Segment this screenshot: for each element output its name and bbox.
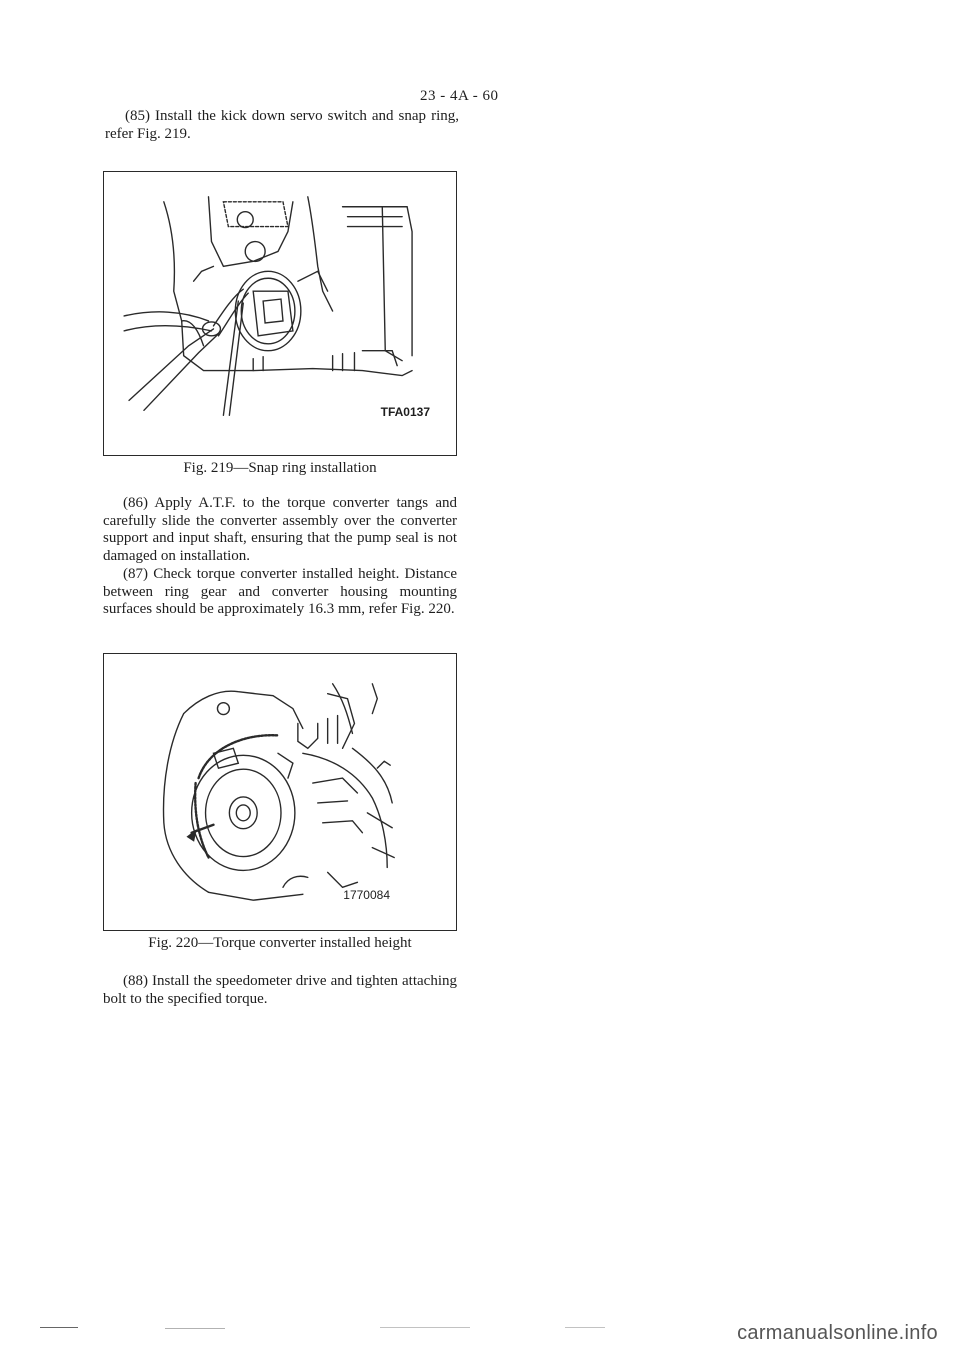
figure-220-caption: Fig. 220—Torque converter installed height xyxy=(148,935,412,951)
figure-220-illustration xyxy=(104,654,456,930)
figure-219 xyxy=(103,171,457,456)
scan-artifact xyxy=(380,1327,470,1328)
scan-artifact xyxy=(565,1327,605,1328)
figure-219-code: TFA0137 xyxy=(380,405,430,419)
paragraph-87: (87) Check torque converter installed height. Distance between ring gear and converter housing mounting surfaces should be approximately 16.3 mm, refer Fig. 220. xyxy=(103,566,457,617)
scan-artifact xyxy=(165,1328,225,1329)
paragraph-85: (85) Install the kick down servo switch and snap ring, refer Fig. 219. xyxy=(105,108,459,142)
figure-220 xyxy=(103,653,457,931)
paragraph-86: (86) Apply A.T.F. to the torque converter tangs and carefully slide the converter assembly over the converter support and input shaft, ensuring that the pump seal is not damaged on installation. xyxy=(103,495,457,564)
scan-artifact xyxy=(40,1327,78,1328)
watermark: carmanualsonline.info xyxy=(737,1322,938,1344)
page-number: 23 - 4A - 60 xyxy=(420,88,499,104)
figure-220-code: 1770084 xyxy=(343,888,390,902)
figure-219-caption: Fig. 219—Snap ring installation xyxy=(183,460,377,476)
paragraph-88: (88) Install the speedometer drive and tighten attaching bolt to the specified torque. xyxy=(103,973,457,1007)
